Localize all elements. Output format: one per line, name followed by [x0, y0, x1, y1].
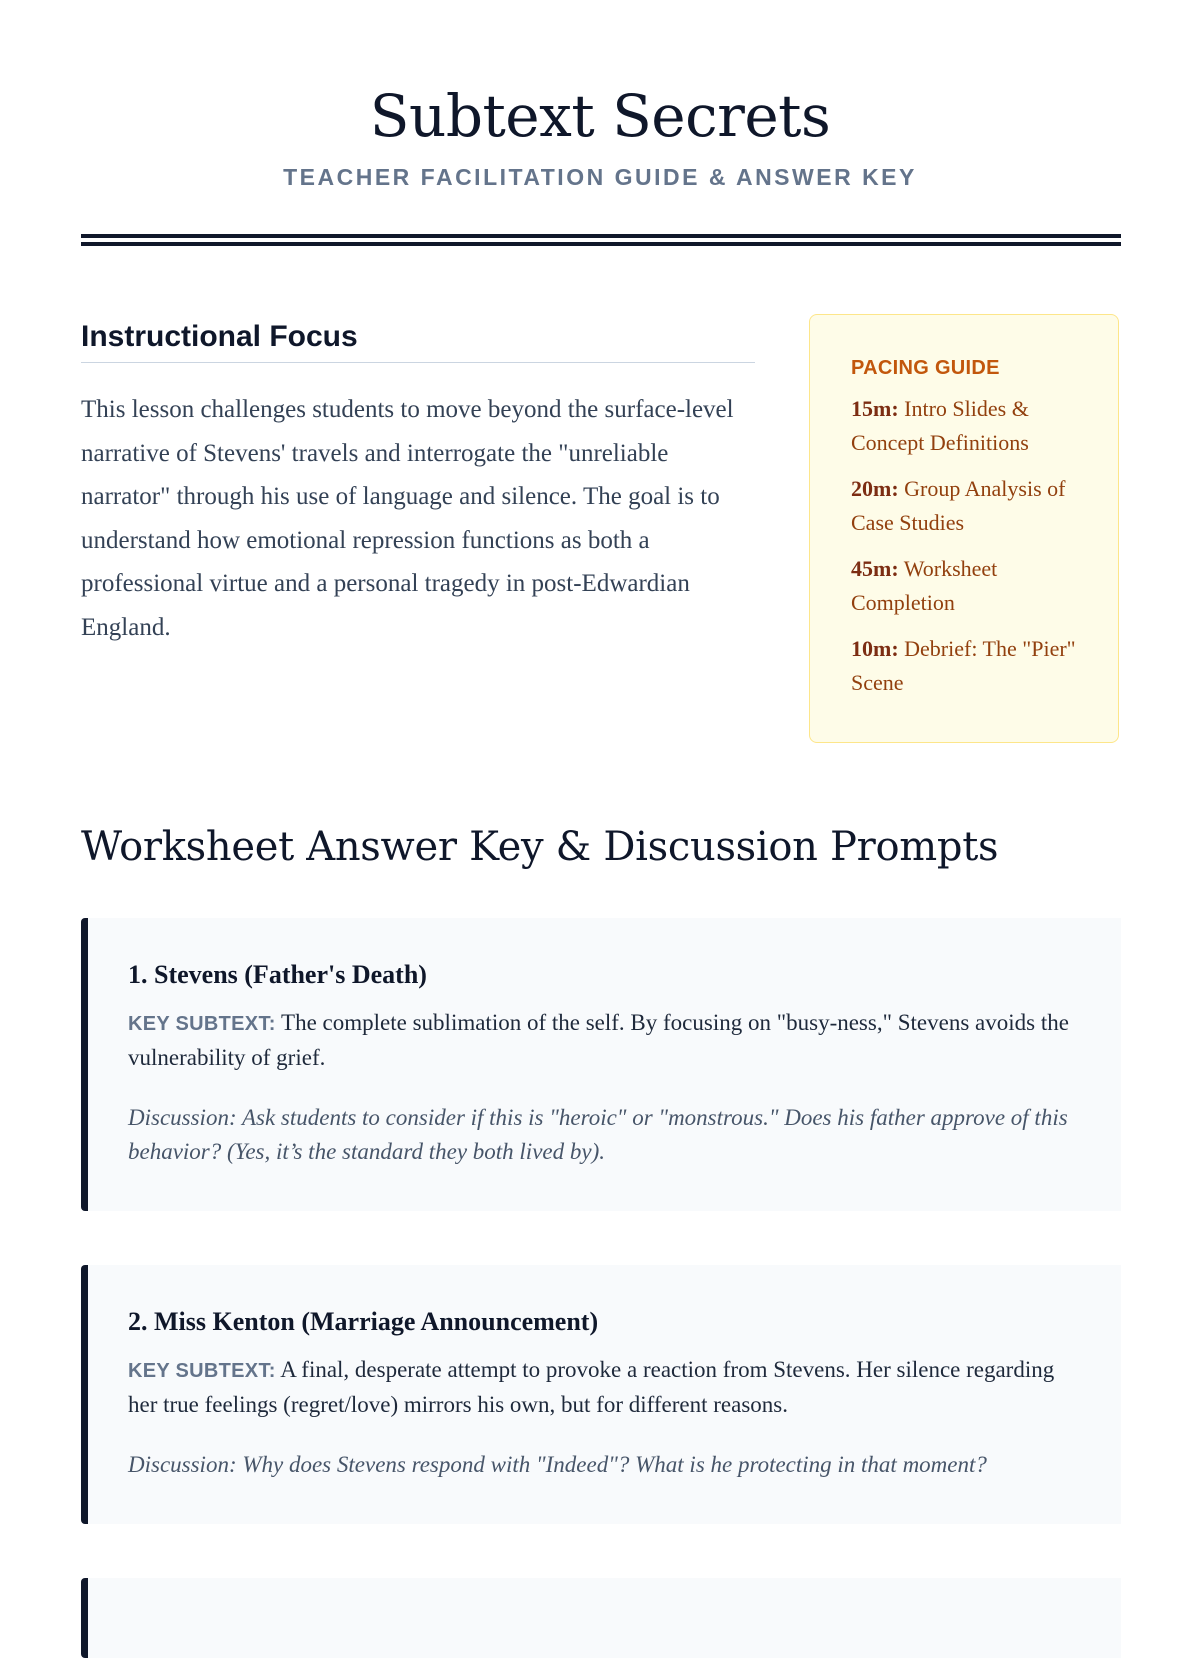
answer-card-discussion: Discussion: Ask students to consider if this is "heroic" or "monstrous." Does his father approve of this behavior? (Yes, it’s the standard they both lived by).: [128, 1105, 1068, 1164]
pacing-item: [851, 632, 1088, 700]
answer-card-partial: [81, 1578, 1121, 1658]
answer-card: [81, 918, 1121, 1211]
answer-card-title: 1. Stevens (Father's Death): [128, 960, 427, 989]
pacing-item-time: 15m:: [851, 396, 899, 421]
pacing-item: [851, 552, 1088, 620]
pacing-guide-title: PACING GUIDE: [851, 357, 1000, 379]
document-subtitle: TEACHER FACILITATION GUIDE & ANSWER KEY: [283, 164, 917, 190]
header-divider-top: [81, 234, 1121, 238]
answer-card-discussion: Discussion: Why does Stevens respond with "Indeed"? What is he protecting in that moment?: [128, 1452, 987, 1477]
pacing-item-text: Group Analysis of Case Studies: [851, 476, 1066, 535]
document-title: Subtext Secrets: [369, 82, 831, 150]
key-subtext-text: A final, desperate attempt to provoke a reaction from Stevens. Her silence regarding her true feelings (regret/love) mirrors his own, but for different reasons.: [128, 1357, 1055, 1417]
instructional-focus-heading: Instructional Focus: [81, 320, 755, 363]
pacing-item-text: Worksheet Completion: [851, 556, 998, 615]
pacing-guide-box: [809, 314, 1119, 743]
pacing-item-time: 20m:: [851, 476, 899, 501]
answer-card-subtext: [128, 1006, 1081, 1075]
answer-key-heading: Worksheet Answer Key & Discussion Prompts: [81, 824, 999, 870]
pacing-item-text: Intro Slides & Concept Definitions: [851, 396, 1029, 455]
answer-card-title: 2. Miss Kenton (Marriage Announcement): [128, 1307, 599, 1336]
answer-card-subtext: [128, 1353, 1081, 1422]
pacing-item-time: 10m:: [851, 636, 899, 661]
pacing-item-text: Debrief: The "Pier" Scene: [851, 636, 1076, 695]
key-subtext-label: KEY SUBTEXT:: [128, 1360, 276, 1382]
pacing-item: [851, 392, 1088, 460]
key-subtext-text: The complete sublimation of the self. By focusing on "busy-ness," Stevens avoids the vulnerability of grief.: [128, 1010, 1069, 1070]
pacing-item-time: 45m:: [851, 556, 899, 581]
key-subtext-label: KEY SUBTEXT:: [128, 1013, 276, 1035]
instructional-focus-body: This lesson challenges students to move beyond the surface-level narrative of Stevens' travels and interrogate the "unreliable narrator" through his use of language and silence. The goal is to understand how emotional repression functions as both a professional virtue and a personal tragedy in post-Edwardian England.: [81, 396, 734, 641]
header-divider-bottom: [81, 242, 1121, 246]
pacing-item: [851, 472, 1088, 540]
answer-card: [81, 1265, 1121, 1524]
